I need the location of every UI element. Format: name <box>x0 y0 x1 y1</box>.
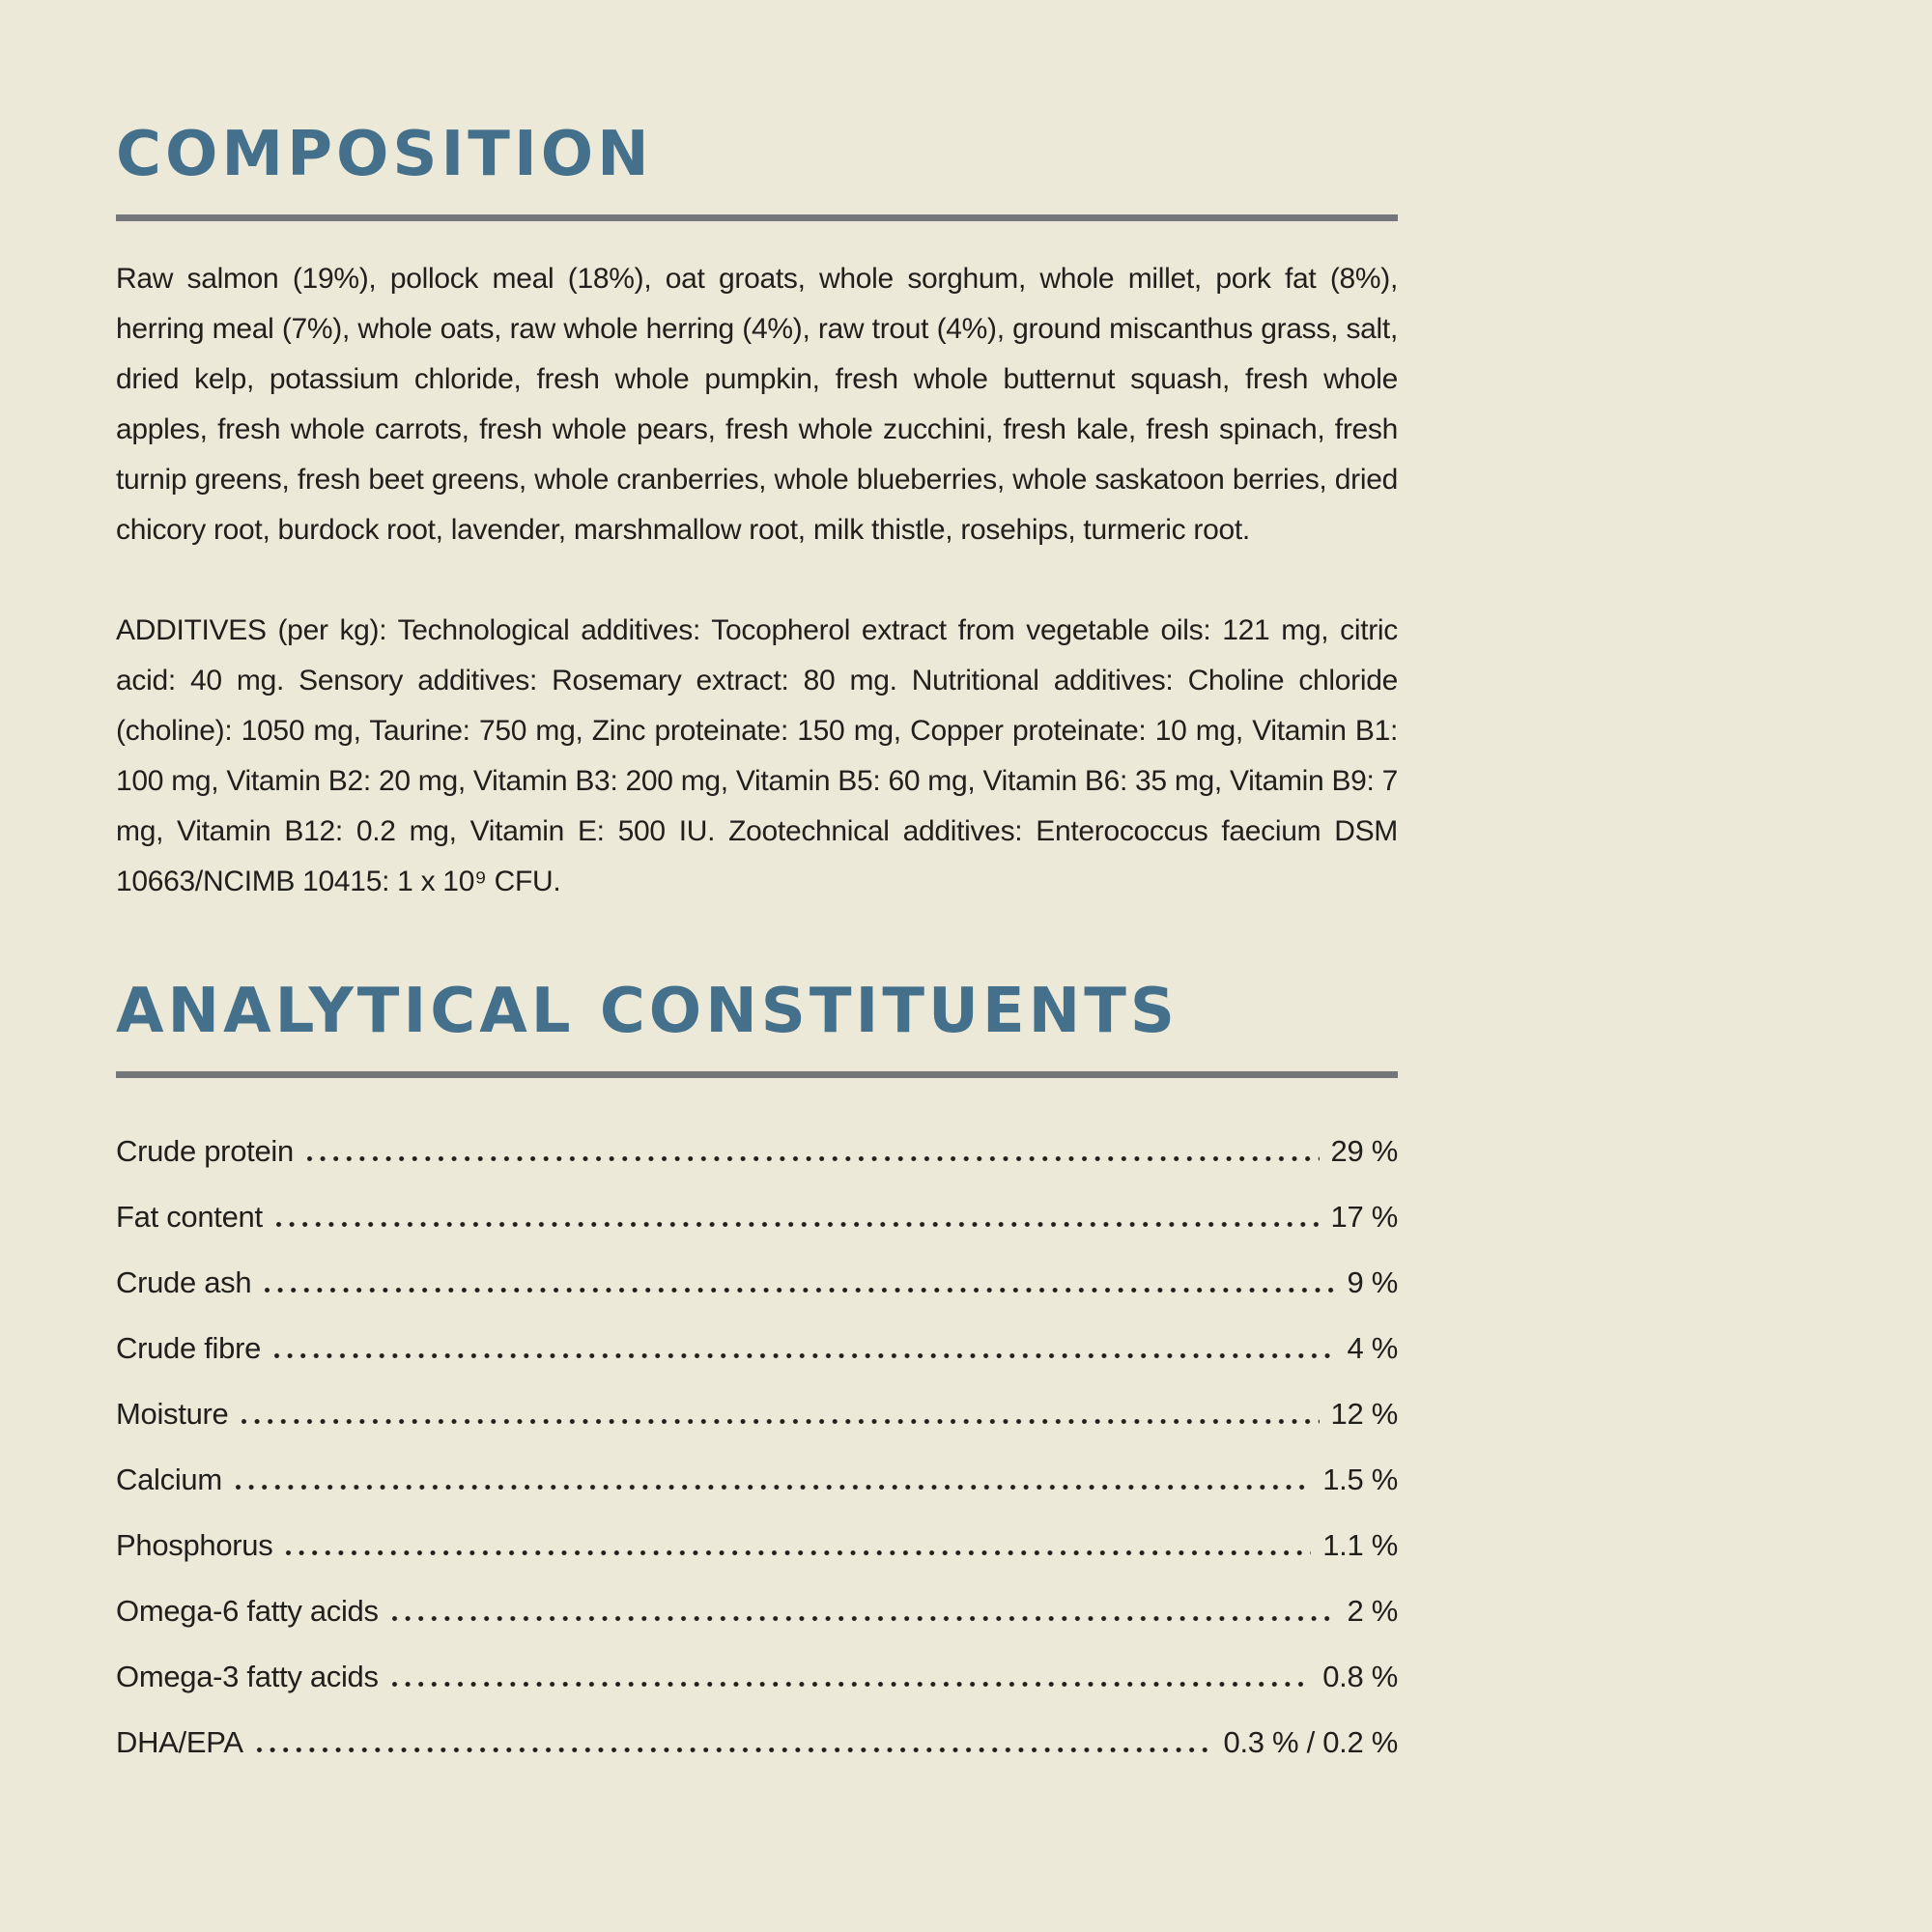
constituent-value: 9 % <box>1347 1265 1398 1299</box>
table-row <box>116 1302 1398 1368</box>
dot-leader <box>274 1220 1320 1229</box>
dot-leader <box>272 1351 1335 1360</box>
divider-rule <box>116 1071 1398 1078</box>
constituent-label: DHA/EPA <box>116 1725 243 1759</box>
table-row <box>116 1236 1398 1302</box>
ingredients-paragraph: Raw salmon (19%), pollock meal (18%), oat groats, whole sorghum, whole millet, pork fat (8%), herring meal (7%), whole oats, raw whole herring (4%), raw trout (4%), ground miscanthus grass, salt, dried kelp, potassium chloride, fresh whole pumpkin, fresh whole butternut squash, fresh whole apples, fresh whole carrots, fresh whole pears, fresh whole zucchini, fresh kale, fresh spinach, fresh turnip greens, fresh beet greens, whole cranberries, whole blueberries, whole saskatoon berries, dried chicory root, burdock root, lavender, marshmallow root, milk thistle, rosehips, turmeric root. <box>116 263 1398 546</box>
table-row <box>116 1434 1398 1499</box>
constituent-label: Omega-3 fatty acids <box>116 1660 379 1693</box>
divider-rule <box>116 214 1398 221</box>
table-row <box>116 1105 1398 1171</box>
constituent-value: 1.5 % <box>1322 1463 1398 1496</box>
constituent-value: 29 % <box>1330 1134 1398 1168</box>
constituent-label: Crude ash <box>116 1265 252 1299</box>
dot-leader <box>234 1483 1311 1492</box>
table-row <box>116 1368 1398 1434</box>
table-row <box>116 1565 1398 1631</box>
constituent-label: Crude protein <box>116 1134 294 1168</box>
constituent-value: 1.1 % <box>1322 1528 1398 1562</box>
constituent-label: Omega-6 fatty acids <box>116 1594 379 1628</box>
table-row <box>116 1631 1398 1696</box>
constituent-value: 0.3 % / 0.2 % <box>1223 1725 1398 1759</box>
table-row <box>116 1171 1398 1236</box>
constituent-label: Calcium <box>116 1463 222 1496</box>
constituent-value: 2 % <box>1347 1594 1398 1628</box>
dot-leader <box>284 1548 1311 1557</box>
constituent-label: Fat content <box>116 1200 263 1234</box>
constituent-label: Crude fibre <box>116 1331 262 1365</box>
constituent-value: 4 % <box>1347 1331 1398 1365</box>
constituent-value: 12 % <box>1330 1397 1398 1431</box>
additives-paragraph: ADDITIVES (per kg): Technological additives: Tocopherol extract from vegetable oils: 121 mg, citric acid: 40 mg. Sensory additives: Rosemary extract: 80 mg. Nutritional additives: Choline chloride (choline): 1050 mg, Taurine: 750 mg, Zinc proteinate: 150 mg, Copper proteinate: 10 mg, Vitamin B1: 100 mg, Vitamin B2: 20 mg, Vitamin B3: 200 mg, Vitamin B5: 60 mg, Vitamin B6: 35 mg, Vitamin B9: 7 mg, Vitamin B12: 0.2 mg, Vitamin E: 500 IU. Zootechnical additives: Enterococcus faecium DSM 10663/NCIMB 10415: 1 x 10⁹ CFU. <box>116 614 1398 897</box>
composition-heading: COMPOSITION <box>116 119 653 190</box>
analytical-constituents-table <box>116 1105 1398 1762</box>
constituent-value: 0.8 % <box>1322 1660 1398 1693</box>
table-row <box>116 1499 1398 1565</box>
table-row <box>116 1696 1398 1762</box>
constituent-value: 17 % <box>1330 1200 1398 1234</box>
dot-leader <box>263 1286 1335 1294</box>
constituent-label: Moisture <box>116 1397 229 1431</box>
analytical-constituents-heading: ANALYTICAL CONSTITUENTS <box>116 976 1179 1047</box>
constituent-label: Phosphorus <box>116 1528 273 1562</box>
dot-leader <box>390 1680 1312 1689</box>
dot-leader <box>390 1614 1336 1623</box>
dot-leader <box>305 1154 1320 1163</box>
dot-leader <box>240 1417 1319 1426</box>
dot-leader <box>255 1746 1212 1754</box>
